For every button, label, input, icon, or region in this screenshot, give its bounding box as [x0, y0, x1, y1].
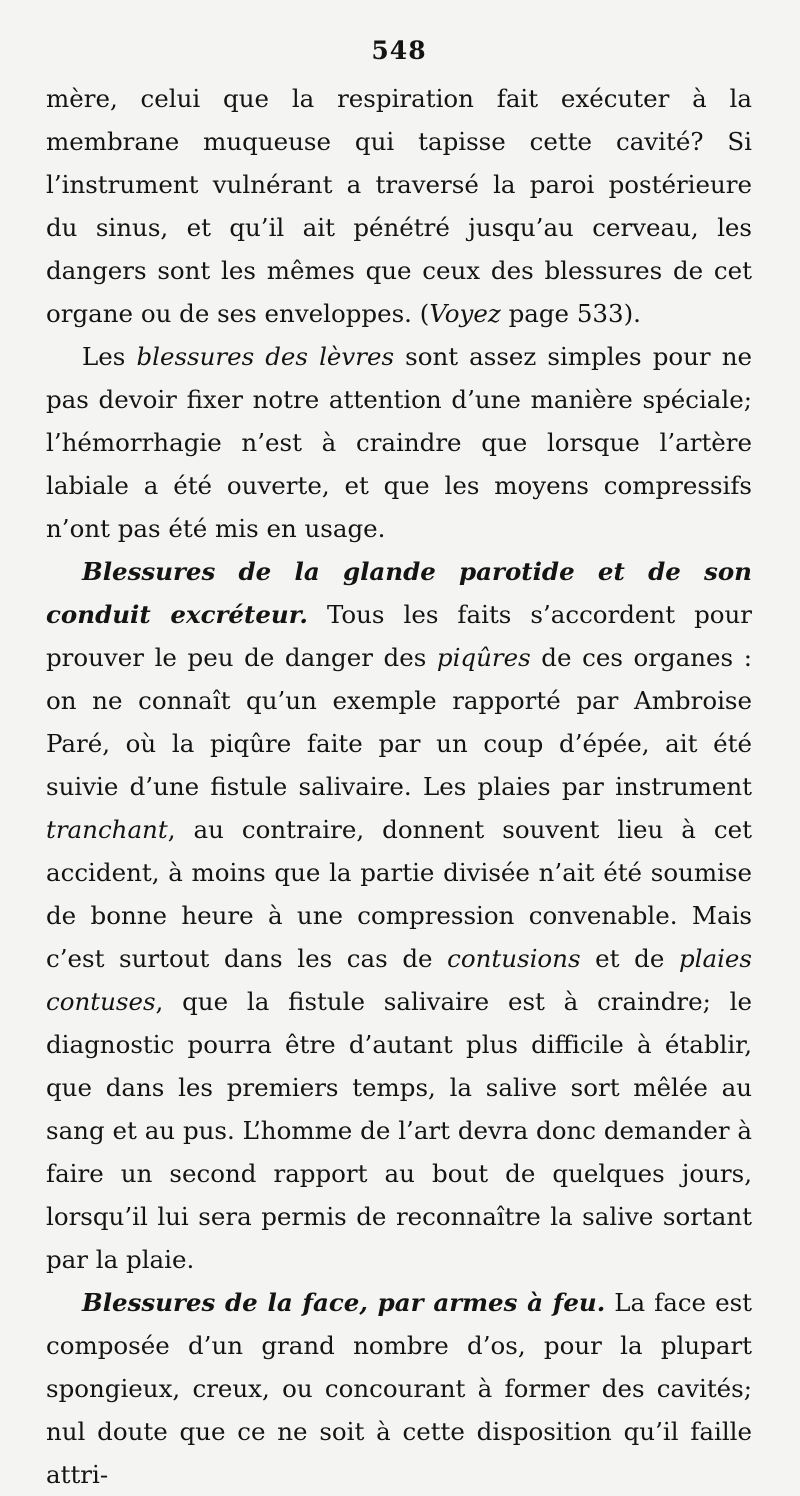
emphasis-run: Blessures de la face, par armes à feu.	[82, 1288, 606, 1317]
text-run: Les	[82, 342, 137, 371]
page-number: 548	[371, 36, 427, 65]
emphasis-run: plaies contuses	[46, 944, 752, 1016]
text-run: de ces organes : on ne connaît qu’un exemple rapporté par Ambroise Paré, où la piqûre faite par un coup d’épée, ait été suivie d’une fistule salivaire. Les plaies par instrument	[46, 643, 752, 801]
paragraph	[46, 1281, 752, 1496]
text-run: sont assez simples pour ne pas devoir fixer notre attention d’une manière spéciale; l’hémorrhagie n’est à craindre que lorsque l’artère labiale a été ouverte, et que les moyens compressifs n’ont pas été mis en usage.	[46, 342, 752, 543]
emphasis-run: tranchant	[46, 815, 168, 844]
paragraph	[46, 550, 752, 1281]
emphasis-run: piqûres	[436, 643, 531, 672]
emphasis-run: blessures des lèvres	[136, 342, 395, 371]
text-run: , que la fistule salivaire est à craindre; le diagnostic pourra être d’autant plus difficile à établir, que dans les premiers temps, la salive sort mêlée au sang et au pus. L’homme de l’art devra donc demander à faire un second rapport au bout de quelques jours, lorsqu’il lui sera permis de reconnaître la salive sortant par la plaie.	[46, 987, 752, 1274]
paragraph	[46, 77, 752, 335]
text-run: Tous les faits s’accordent pour prouver le peu de danger des	[46, 600, 753, 672]
emphasis-run: Voyez	[429, 299, 501, 328]
text-run: page 533).	[500, 299, 641, 328]
text-run: , au contraire, donnent souvent lieu à cet accident, à moins que la partie divisée n’ait été soumise de bonne heure à une compression convenable. Mais c’est surtout dans les cas de	[46, 815, 752, 973]
text-run: La face est composée d’un grand nombre d’os, pour la plupart spongieux, creux, ou concourant à former des cavités; nul doute que ce ne soit à cette disposition qu’il faille attri-	[46, 1288, 752, 1489]
body-text	[46, 77, 752, 1496]
text-run: mère, celui que la respiration fait exécuter à la membrane muqueuse qui tapisse cette cavité? Si l’instrument vulnérant a traversé la paroi postérieure du sinus, et qu’il ait pénétré jusqu’au cerveau, les dangers sont les mêmes que ceux des blessures de cet organe ou de ses enveloppes. (	[46, 84, 752, 328]
emphasis-run: Blessures de la glande parotide et de son conduit excréteur.	[46, 557, 752, 629]
emphasis-run: contusions	[447, 944, 581, 973]
paragraph	[46, 335, 752, 550]
text-run: et de	[580, 944, 679, 973]
